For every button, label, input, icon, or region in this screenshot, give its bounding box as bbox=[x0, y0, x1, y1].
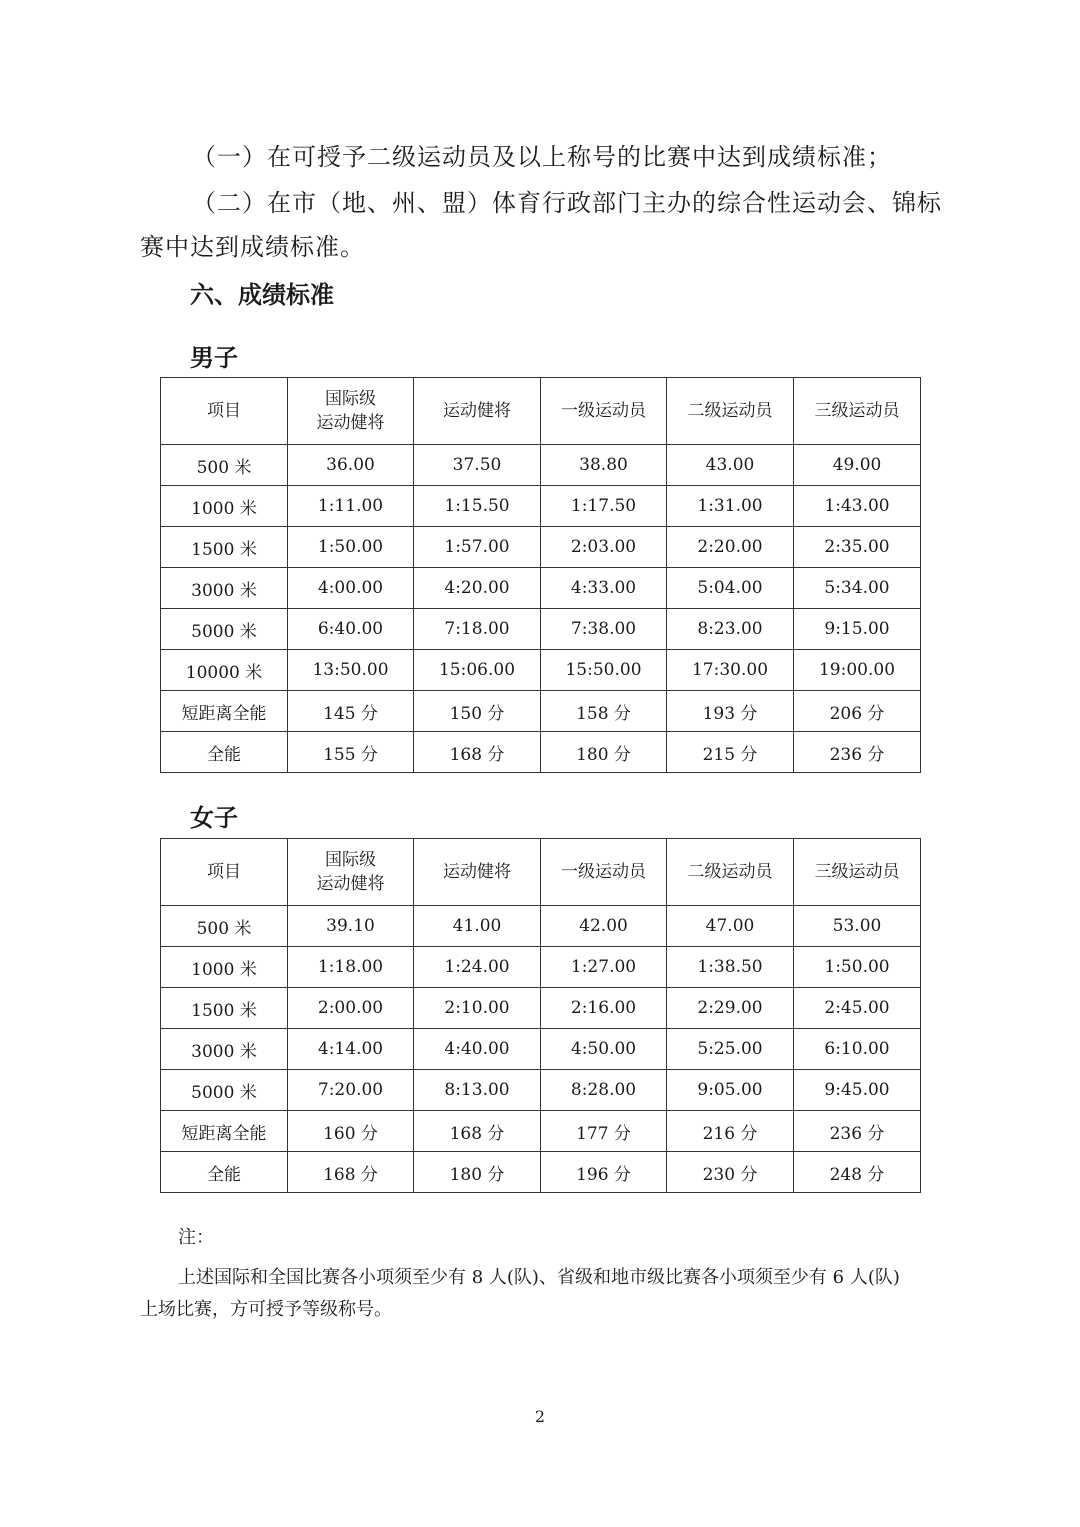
table-row-event: 1000 米 bbox=[161, 486, 288, 527]
table-cell: 177 分 bbox=[541, 1111, 667, 1152]
table-cell: 4:33.00 bbox=[541, 568, 667, 609]
table-cell: 9:45.00 bbox=[794, 1070, 921, 1111]
table-row bbox=[161, 1111, 921, 1152]
table-cell: 158 分 bbox=[541, 691, 667, 732]
table-cell: 215 分 bbox=[667, 732, 794, 773]
table-cell: 1:11.00 bbox=[288, 486, 414, 527]
table-cell: 2:45.00 bbox=[794, 988, 921, 1029]
table-cell: 38.80 bbox=[541, 445, 667, 486]
table-header-row bbox=[161, 378, 921, 445]
table-row bbox=[161, 1152, 921, 1193]
table-cell: 2:10.00 bbox=[414, 988, 541, 1029]
table-cell: 1:27.00 bbox=[541, 947, 667, 988]
women-table-title: 女子 bbox=[190, 804, 238, 832]
table-row bbox=[161, 732, 921, 773]
table-cell: 19:00.00 bbox=[794, 650, 921, 691]
table-cell: 145 分 bbox=[288, 691, 414, 732]
table-cell: 180 分 bbox=[541, 732, 667, 773]
header-international-line2: 运动健将 bbox=[316, 874, 385, 894]
table-cell: 7:20.00 bbox=[288, 1070, 414, 1111]
paragraph-item-1: （一）在可授予二级运动员及以上称号的比赛中达到成绩标准； bbox=[192, 143, 892, 171]
table-row-event: 3000 米 bbox=[161, 568, 288, 609]
table-row-event: 500 米 bbox=[161, 906, 288, 947]
page-number: 2 bbox=[534, 1407, 546, 1426]
table-cell: 8:13.00 bbox=[414, 1070, 541, 1111]
table-cell: 43.00 bbox=[667, 445, 794, 486]
table-cell: 2:03.00 bbox=[541, 527, 667, 568]
header-master: 运动健将 bbox=[414, 378, 541, 445]
table-cell: 4:40.00 bbox=[414, 1029, 541, 1070]
table-cell: 9:15.00 bbox=[794, 609, 921, 650]
table-cell: 180 分 bbox=[414, 1152, 541, 1193]
men-standards-table bbox=[160, 377, 921, 773]
table-cell: 5:25.00 bbox=[667, 1029, 794, 1070]
table-cell: 4:50.00 bbox=[541, 1029, 667, 1070]
table-cell: 168 分 bbox=[414, 1111, 541, 1152]
table-cell: 2:00.00 bbox=[288, 988, 414, 1029]
table-cell: 1:50.00 bbox=[794, 947, 921, 988]
table-cell: 1:17.50 bbox=[541, 486, 667, 527]
table-cell: 230 分 bbox=[667, 1152, 794, 1193]
table-cell: 236 分 bbox=[794, 1111, 921, 1152]
table-row bbox=[161, 947, 921, 988]
table-cell: 9:05.00 bbox=[667, 1070, 794, 1111]
table-cell: 47.00 bbox=[667, 906, 794, 947]
note-text-line-2: 上场比赛，方可授予等级称号。 bbox=[140, 1299, 392, 1320]
table-cell: 206 分 bbox=[794, 691, 921, 732]
table-cell: 8:28.00 bbox=[541, 1070, 667, 1111]
table-cell: 42.00 bbox=[541, 906, 667, 947]
table-cell: 4:00.00 bbox=[288, 568, 414, 609]
header-level-3: 三级运动员 bbox=[794, 839, 921, 906]
header-item: 项目 bbox=[161, 839, 288, 906]
table-cell: 168 分 bbox=[288, 1152, 414, 1193]
table-row bbox=[161, 1029, 921, 1070]
table-cell: 150 分 bbox=[414, 691, 541, 732]
header-international bbox=[288, 378, 414, 445]
table-cell: 236 分 bbox=[794, 732, 921, 773]
section-heading: 六、成绩标准 bbox=[190, 281, 334, 309]
table-cell: 37.50 bbox=[414, 445, 541, 486]
table-cell: 2:29.00 bbox=[667, 988, 794, 1029]
table-row-event: 1500 米 bbox=[161, 527, 288, 568]
table-cell: 5:04.00 bbox=[667, 568, 794, 609]
table-cell: 4:20.00 bbox=[414, 568, 541, 609]
men-table-title: 男子 bbox=[190, 344, 238, 372]
header-level-1: 一级运动员 bbox=[541, 378, 667, 445]
table-row bbox=[161, 1070, 921, 1111]
table-cell: 2:35.00 bbox=[794, 527, 921, 568]
table-row-event: 3000 米 bbox=[161, 1029, 288, 1070]
table-cell: 193 分 bbox=[667, 691, 794, 732]
table-cell: 1:15.50 bbox=[414, 486, 541, 527]
table-cell: 15:50.00 bbox=[541, 650, 667, 691]
women-table-body bbox=[161, 906, 921, 1193]
table-cell: 1:38.50 bbox=[667, 947, 794, 988]
note-text-line-1: 上述国际和全国比赛各小项须至少有 8 人(队)、省级和地市级比赛各小项须至少有 6 人(队) bbox=[178, 1267, 900, 1288]
paragraph-item-2-line-2: 赛中达到成绩标准。 bbox=[140, 233, 365, 261]
table-cell: 160 分 bbox=[288, 1111, 414, 1152]
header-level-3: 三级运动员 bbox=[794, 378, 921, 445]
table-cell: 36.00 bbox=[288, 445, 414, 486]
table-cell: 17:30.00 bbox=[667, 650, 794, 691]
table-cell: 53.00 bbox=[794, 906, 921, 947]
table-row bbox=[161, 445, 921, 486]
table-cell: 1:43.00 bbox=[794, 486, 921, 527]
table-row-event: 5000 米 bbox=[161, 609, 288, 650]
table-cell: 1:18.00 bbox=[288, 947, 414, 988]
table-cell: 6:10.00 bbox=[794, 1029, 921, 1070]
table-cell: 1:24.00 bbox=[414, 947, 541, 988]
table-row bbox=[161, 906, 921, 947]
table-cell: 15:06.00 bbox=[414, 650, 541, 691]
table-cell: 2:20.00 bbox=[667, 527, 794, 568]
table-row-event: 全能 bbox=[161, 732, 288, 773]
table-cell: 5:34.00 bbox=[794, 568, 921, 609]
table-cell: 2:16.00 bbox=[541, 988, 667, 1029]
table-cell: 196 分 bbox=[541, 1152, 667, 1193]
table-cell: 1:57.00 bbox=[414, 527, 541, 568]
table-row bbox=[161, 609, 921, 650]
table-row bbox=[161, 486, 921, 527]
table-cell: 4:14.00 bbox=[288, 1029, 414, 1070]
table-row-event: 全能 bbox=[161, 1152, 288, 1193]
table-row-event: 1000 米 bbox=[161, 947, 288, 988]
table-cell: 39.10 bbox=[288, 906, 414, 947]
table-header-row bbox=[161, 839, 921, 906]
table-cell: 155 分 bbox=[288, 732, 414, 773]
header-item: 项目 bbox=[161, 378, 288, 445]
table-row bbox=[161, 650, 921, 691]
table-cell: 216 分 bbox=[667, 1111, 794, 1152]
header-level-2: 二级运动员 bbox=[667, 839, 794, 906]
table-row-event: 1500 米 bbox=[161, 988, 288, 1029]
table-row bbox=[161, 988, 921, 1029]
men-table-body bbox=[161, 445, 921, 773]
table-row-event: 短距离全能 bbox=[161, 691, 288, 732]
header-level-2: 二级运动员 bbox=[667, 378, 794, 445]
note-label: 注： bbox=[178, 1227, 214, 1248]
table-cell: 7:18.00 bbox=[414, 609, 541, 650]
table-cell: 8:23.00 bbox=[667, 609, 794, 650]
paragraph-item-2-line-1: （二）在市（地、州、盟）体育行政部门主办的综合性运动会、锦标 bbox=[192, 189, 942, 217]
table-cell: 6:40.00 bbox=[288, 609, 414, 650]
header-master: 运动健将 bbox=[414, 839, 541, 906]
table-row-event: 10000 米 bbox=[161, 650, 288, 691]
table-cell: 1:31.00 bbox=[667, 486, 794, 527]
header-international bbox=[288, 839, 414, 906]
table-cell: 7:38.00 bbox=[541, 609, 667, 650]
header-level-1: 一级运动员 bbox=[541, 839, 667, 906]
table-cell: 1:50.00 bbox=[288, 527, 414, 568]
header-international-line1: 国际级 bbox=[325, 389, 376, 409]
header-international-line1: 国际级 bbox=[325, 850, 376, 870]
table-cell: 41.00 bbox=[414, 906, 541, 947]
table-row bbox=[161, 691, 921, 732]
table-cell: 248 分 bbox=[794, 1152, 921, 1193]
table-cell: 168 分 bbox=[414, 732, 541, 773]
table-cell: 13:50.00 bbox=[288, 650, 414, 691]
table-row-event: 5000 米 bbox=[161, 1070, 288, 1111]
table-row bbox=[161, 527, 921, 568]
table-row-event: 短距离全能 bbox=[161, 1111, 288, 1152]
table-cell: 49.00 bbox=[794, 445, 921, 486]
table-row bbox=[161, 568, 921, 609]
women-standards-table bbox=[160, 838, 921, 1193]
header-international-line2: 运动健将 bbox=[316, 413, 385, 433]
table-row-event: 500 米 bbox=[161, 445, 288, 486]
